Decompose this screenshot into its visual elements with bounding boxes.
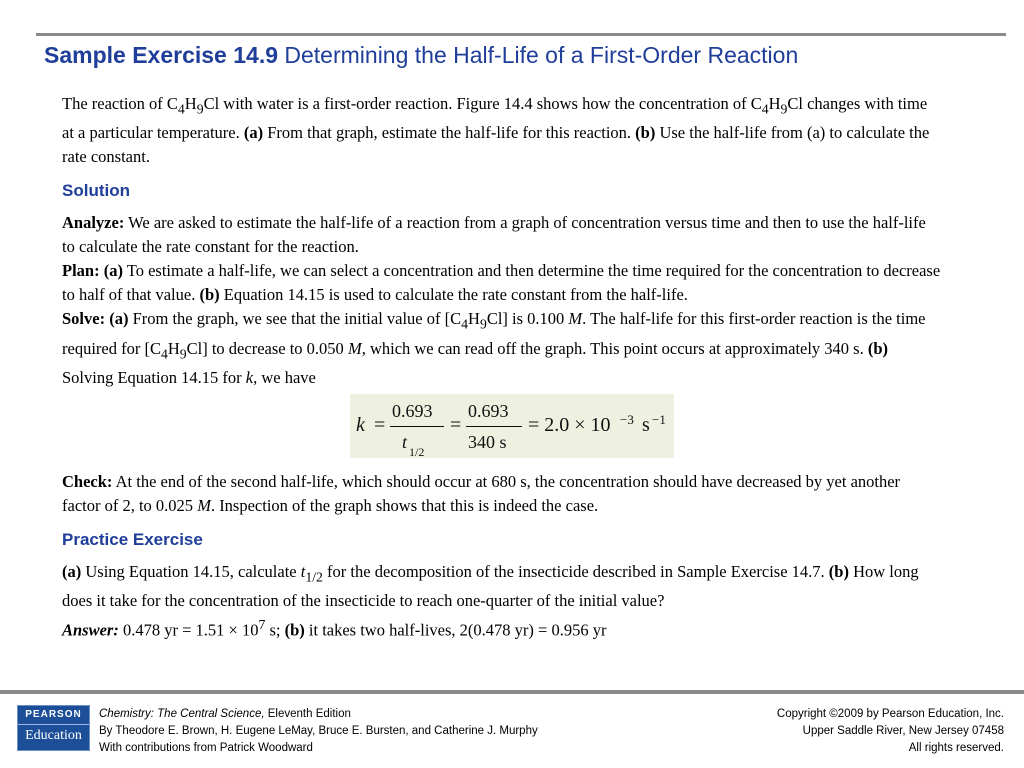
- bottom-divider: [0, 690, 1024, 694]
- analyze-paragraph: Analyze: We are asked to estimate the half-life of a reaction from a graph of concentration versus time and then to use the half-life to calculate the rate constant for the reaction.: [62, 213, 926, 257]
- plan-paragraph: Plan: (a) To estimate a half-life, we can select a concentration and then determine the time required for the concentration to decrease to half of that value. (b) Equation 14.15 is used to calculate the rate constant from the half-life.: [62, 261, 941, 305]
- logo-text-bottom: Education: [25, 728, 82, 743]
- footer-copyright: [777, 706, 1004, 757]
- page-title: [44, 42, 798, 69]
- footer-citation: [99, 706, 538, 757]
- logo-text-top: PEARSON: [25, 709, 82, 720]
- footer-contributions: With contributions from Patrick Woodward: [99, 742, 313, 754]
- check-paragraph: Check: At the end of the second half-life, which should occur at 680 s, the concentration should have decreased by yet another factor of 2, to 0.025 M. Inspection of the graph shows that this is indeed the case.: [62, 471, 901, 515]
- practice-heading: Practice Exercise: [62, 529, 203, 549]
- pearson-logo: [17, 705, 90, 751]
- title-topic: Determining the Half-Life of a First-Order Reaction: [284, 42, 799, 68]
- problem-statement: The reaction of $C_4H_9Cl$ with water is a first-order reaction. Figure 14.4 shows how the concentration of $C_4H_9Cl$ changes with time at a particular temperature. (a) From that graph, estimate the half-life for this reaction. (b) Use the half-life from (a) to calculate the rate constant.: [62, 94, 930, 167]
- footer-rights: All rights reserved.: [908, 742, 1004, 754]
- solution-heading: Solution: [62, 181, 130, 201]
- title-exercise-number: Sample Exercise 14.9: [44, 42, 278, 68]
- practice-answer: Answer: 0.478 yr = $1.51 \times 10^7$ s; (b) it takes two half-lives, 2(0.478 yr) = 0.956 yr: [62, 617, 607, 640]
- solve-paragraph: Solve: (a) From the graph, we see that the initial value of $[C_4H_9Cl]$ is 0.100 M. The half-life for this first-order reaction is the time required for $[C_4H_9Cl]$ to decrease to 0.050 M, which we can read off the graph. This point occurs at approximately 340 s. (b) Solving Equation 14.15 for k, we have: [62, 309, 926, 387]
- logo-separator: [18, 724, 89, 725]
- footer-copyright-line: Copyright ©2009 by Pearson Education, Inc.: [776, 708, 1004, 720]
- footer-address: Upper Saddle River, New Jersey 07458: [802, 725, 1004, 737]
- slide-content: [62, 92, 942, 643]
- footer-book-line: Chemistry: The Central Science, Eleventh Edition: [99, 708, 351, 720]
- rate-constant-equation: k = 0.693 t 1/2 = 0.693 340 s = 2.0 × 10 −3 s −1: [350, 394, 674, 458]
- top-divider: [36, 33, 1006, 36]
- footer-authors: By Theodore E. Brown, H. Eugene LeMay, Bruce E. Bursten, and Catherine J. Murphy: [99, 725, 538, 737]
- practice-question: (a) Using Equation 14.15, calculate $t_{1/2}$ for the decomposition of the insecticide described in Sample Exercise 14.7. (b) How long does it take for the concentration of the insecticide to reach one-quarter of the initial value?: [62, 561, 919, 611]
